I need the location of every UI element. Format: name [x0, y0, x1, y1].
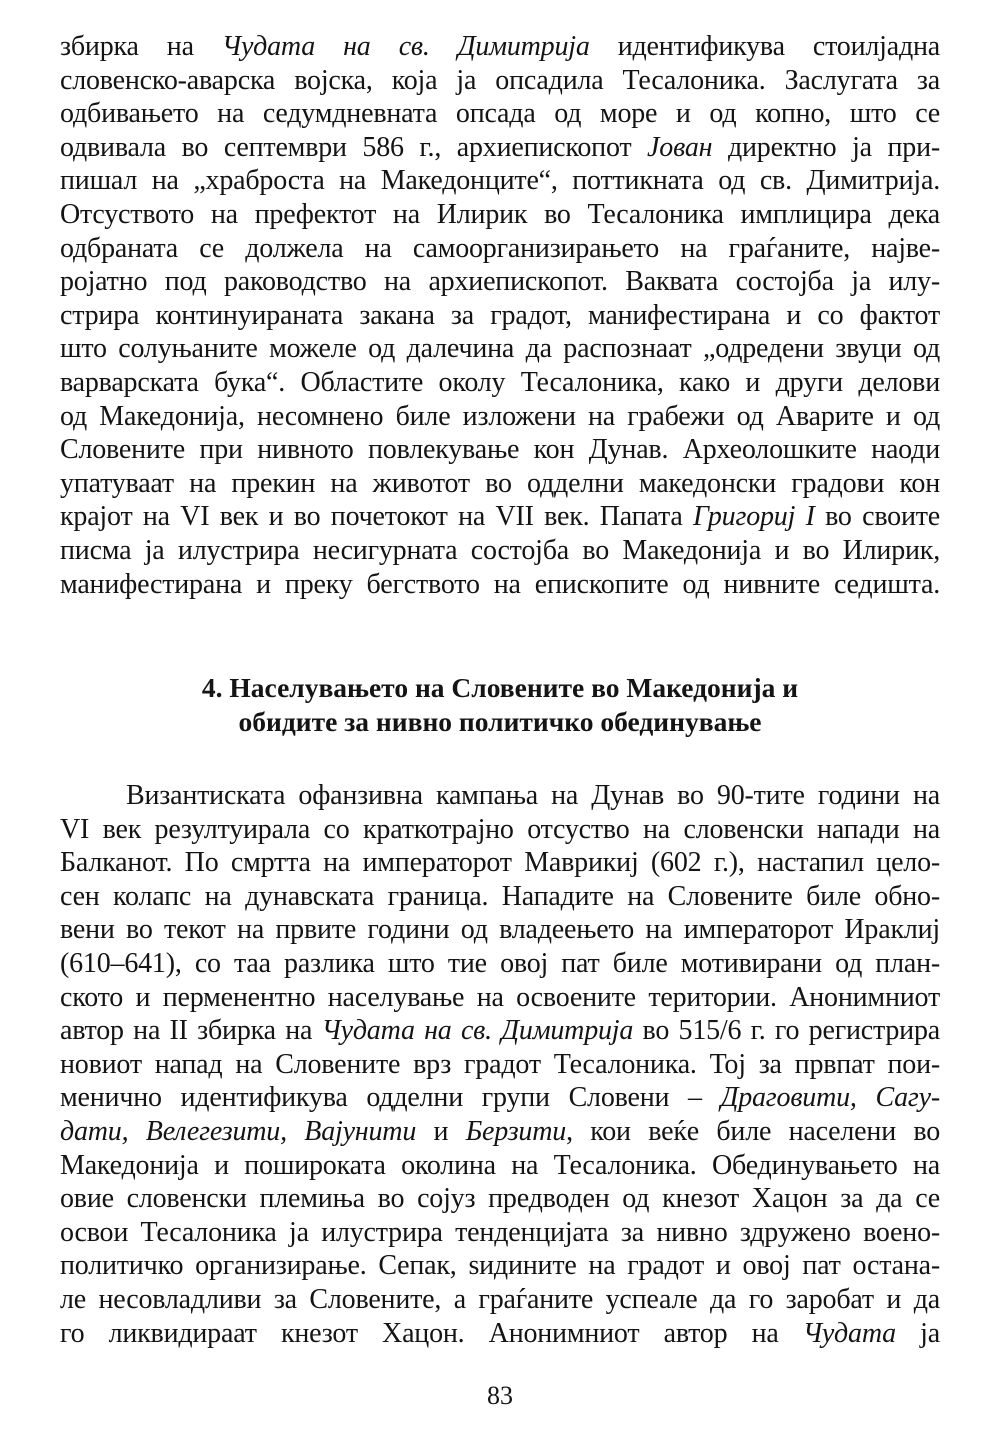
paragraph-1 — [60, 30, 940, 601]
text-line — [60, 1014, 940, 1048]
text-line — [60, 1048, 940, 1082]
italic-text-segment: Чудата на св. Димитрија — [321, 1015, 634, 1047]
text-line — [60, 1149, 940, 1183]
text-segment: го ликвидираат кнезот Хацон. Анонимниот автор на — [60, 1317, 803, 1349]
text-segment: овие словенски племиња во сојуз предводен од кнезот Хацон за да се — [60, 1183, 940, 1215]
text-line — [60, 568, 940, 602]
text-line — [60, 131, 940, 165]
section-heading — [60, 671, 940, 739]
text-line — [60, 400, 940, 434]
text-line — [60, 1317, 940, 1351]
section-heading-line-2: обидите за нивно политичко обединување — [238, 706, 762, 738]
text-line — [60, 467, 940, 501]
text-segment: (610–641), со таа разлика што тие овој пат биле мотивирани од план- — [60, 948, 940, 980]
paragraph-2 — [60, 779, 940, 1350]
text-line — [60, 1115, 940, 1149]
text-line — [60, 813, 940, 847]
page-number: 83 — [487, 1381, 513, 1411]
text-segment: од Македонија, несомнено биле изложени на грабежи од Аварите и од — [60, 400, 940, 432]
text-segment: политичко организирање. Сепак, ѕидините на градот и овој пат остана- — [60, 1250, 940, 1282]
italic-text-segment: Григориј I — [692, 501, 815, 533]
text-line — [60, 500, 940, 534]
text-segment: сен колапс на дунавската граница. Нападите на Словените биле обно- — [60, 880, 940, 912]
text-segment: во 515/6 г. го регистрира — [633, 1015, 940, 1047]
text-segment: упатуваат на прекин на животот во одделни македонски градови кон — [60, 467, 940, 499]
text-segment: VI век резултуирала со краткотрајно отсуство на словенски напади на — [60, 813, 940, 845]
text-segment: автор на II збирка на — [60, 1015, 322, 1047]
text-segment: освои Тесалоника ја илустрира тенденцијата за нивно здружено воено- — [60, 1216, 940, 1248]
text-line — [60, 265, 940, 299]
text-segment: Балканот. По смртта на императорот Маврикиј (602 г.), настапил цело- — [60, 847, 940, 879]
text-segment: словенско-аварска војска, која ја опсадила Тесалоника. Заслугата за — [60, 64, 940, 96]
section-heading-line-1: 4. Населувањето на Словените во Македонија и — [201, 672, 799, 704]
text-segment: крајот на VI век и во почетокот на VII век. Папата — [60, 501, 693, 533]
text-segment: ското и перменентно населување на освоените територии. Анонимниот — [60, 981, 940, 1013]
text-segment: варварската бука“. Областите околу Тесалоника, како и други делови — [60, 366, 940, 398]
text-line — [60, 1283, 940, 1317]
text-segment: ројатно под раководство на архиепископот. Ваквата состојба ја илу- — [60, 266, 940, 298]
text-line — [60, 164, 940, 198]
text-segment: Словените при нивното повлекување кон Дунав. Археолошките наоди — [60, 434, 940, 466]
text-segment: манифестирана и преку бегството на епископите од нивните седишта. — [60, 568, 940, 600]
text-line — [60, 913, 940, 947]
text-segment: одвивала во септември 586 г., архиепископот — [60, 131, 648, 163]
text-segment: менично идентификува одделни групи Словени – — [60, 1082, 721, 1114]
text-line — [60, 1249, 940, 1283]
text-line — [60, 947, 940, 981]
text-segment: идентификува стоилјадна — [589, 31, 940, 62]
text-line — [60, 198, 940, 232]
text-segment: и — [416, 1116, 466, 1148]
text-segment: одбивањето на седумдневната опсада од море и од копно, што се — [60, 98, 940, 130]
text-segment: директно ја при- — [712, 131, 940, 163]
text-segment: вени во текот на првите години од владеењето на императорот Ираклиј — [60, 914, 940, 946]
text-line — [60, 880, 940, 914]
text-line — [60, 779, 940, 813]
text-line — [60, 1216, 940, 1250]
italic-text-segment: Чудата на св. Димитрија — [221, 31, 590, 62]
text-segment: ја — [895, 1317, 940, 1349]
text-segment: стрира континуираната закана за градот, манифестирана и со фактот — [60, 299, 940, 331]
text-line — [60, 846, 940, 880]
text-segment: Македонија и пошироката околина на Тесалоника. Обединувањето на — [60, 1149, 940, 1181]
text-segment: што солуњаните можеле од далечина да распознаат „одредени звуци од — [60, 333, 940, 365]
text-line — [60, 332, 940, 366]
text-segment: , кои веќе биле населени во — [566, 1116, 941, 1148]
text-line — [60, 534, 940, 568]
italic-text-segment: дати, Велегезити, Вајунити — [60, 1116, 417, 1148]
text-segment: Отсуството на префектот на Илирик во Тесалоника имплицира дека — [60, 198, 940, 230]
italic-text-segment: Чудата — [802, 1317, 896, 1349]
text-line — [60, 232, 940, 266]
text-segment: одбраната се должела на самоорганизирањето на граѓаните, најве- — [60, 232, 940, 264]
text-segment: Византиската офанзивна кампања на Дунав во 90-тите години на — [126, 780, 940, 812]
text-line — [60, 981, 940, 1015]
text-line — [60, 433, 940, 467]
text-segment: збирка на — [60, 31, 222, 62]
text-segment: писма ја илустрира несигурната состојба во Македонија и во Илирик, — [60, 534, 940, 566]
text-line — [60, 366, 940, 400]
text-line — [60, 97, 940, 131]
text-segment: новиот напад на Словените врз градот Тесалоника. Тој за првпат пои- — [60, 1048, 940, 1080]
text-line — [60, 64, 940, 98]
text-line — [60, 30, 940, 64]
italic-text-segment: Драговити, Сагу- — [720, 1082, 940, 1114]
text-segment: ле несовладливи за Словените, а граѓаните успеале да го заробат и да — [60, 1284, 940, 1315]
text-segment: пишал на „храброста на Македонците“, поттикната од св. Димитрија. — [60, 165, 940, 197]
text-segment: во своите — [814, 501, 940, 533]
italic-text-segment: Јован — [647, 131, 713, 163]
text-line — [60, 299, 940, 333]
italic-text-segment: Берзити — [465, 1116, 567, 1148]
text-line — [60, 1081, 940, 1115]
text-line — [60, 1182, 940, 1216]
